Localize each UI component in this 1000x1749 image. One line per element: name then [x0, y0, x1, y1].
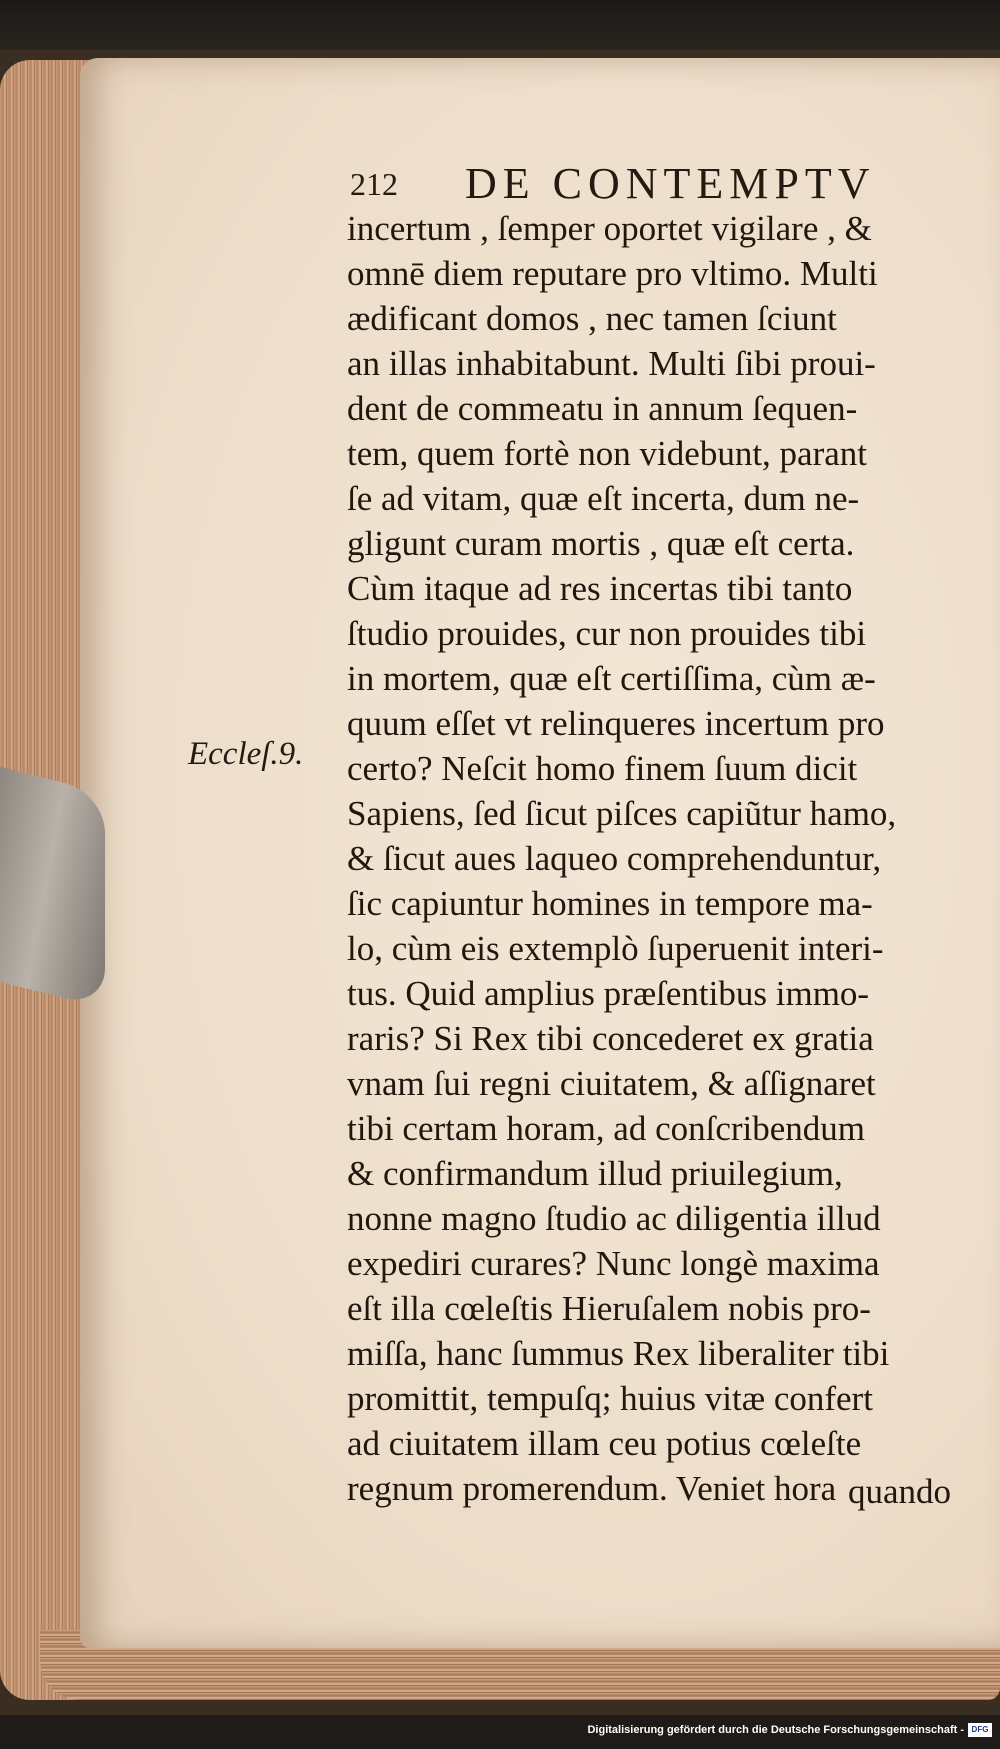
funding-credit: Digitalisierung gefördert durch die Deutsche Forschungsgemeinschaft - [587, 1724, 964, 1736]
text-line: regnum promerendum. Veniet hora [347, 1469, 837, 1508]
text-line: & ſicut aues laqueo comprehenduntur, [347, 839, 882, 878]
text-line: an illas inhabitabunt. Multi ſibi proui- [347, 344, 876, 383]
text-line: vnam ſui regni ciuitatem, & aſſignaret [347, 1064, 876, 1103]
text-line: ſtudio prouides, cur non prouides tibi [347, 614, 867, 653]
text-line: lo, cùm eis extemplò ſuperuenit interi- [347, 929, 884, 968]
text-line: Sapiens, ſed ſicut piſces capiũtur hamo, [347, 794, 897, 833]
dfg-logo-icon: DFG [968, 1723, 992, 1737]
text-line: in mortem, quæ eſt certiſſima, cùm æ- [347, 659, 876, 698]
text-line: ædificant domos , nec tamen ſciunt [347, 299, 837, 338]
page-clip [0, 767, 105, 1008]
text-line: miſſa, hanc ſummus Rex liberaliter tibi [347, 1334, 890, 1373]
margin-note: Eccleſ.9. [188, 736, 304, 772]
text-line: quum eſſet vt relinqueres incertum pro [347, 704, 885, 743]
running-title: DE CONTEMPTV [465, 159, 876, 208]
text-line: nonne magno ſtudio ac diligentia illud [347, 1199, 881, 1238]
page-number: 212 [350, 166, 398, 202]
page-header [350, 158, 910, 206]
footer-bar [0, 1715, 1000, 1749]
text-line: ad ciuitatem illam ceu potius cœleſte [347, 1424, 862, 1463]
text-line: & confirmandum illud priuilegium, [347, 1154, 843, 1193]
text-line: tus. Quid amplius præſentibus immo- [347, 974, 870, 1013]
text-line: ſe ad vitam, quæ eſt incerta, dum ne- [347, 479, 860, 518]
text-line: raris? Si Rex tibi concederet ex gratia [347, 1019, 874, 1058]
text-line: certo? Neſcit homo finem ſuum dicit [347, 749, 858, 788]
text-line: dent de commeatu in annum ſequen- [347, 389, 858, 428]
text-line: expediri curares? Nunc longè maxima [347, 1244, 880, 1283]
text-line: tibi certam horam, ad conſcribendum [347, 1109, 866, 1148]
text-line: gligunt curam mortis , quæ eſt certa. [347, 524, 855, 563]
text-line: ſic capiuntur homines in tempore ma- [347, 884, 873, 923]
text-block [347, 206, 987, 1511]
text-line: eſt illa cœleſtis Hieruſalem nobis pro- [347, 1289, 871, 1328]
text-line: Cùm itaque ad res incertas tibi tanto [347, 569, 853, 608]
text-line: tem, quem fortè non videbunt, parant [347, 434, 867, 473]
text-line: omnē diem reputare pro vltimo. Multi [347, 254, 878, 293]
text-line: incertum , ſemper oportet vigilare , & [347, 209, 872, 248]
catchword: quando [848, 1472, 952, 1511]
text-line: promittit, tempuſq; huius vitæ confert [347, 1379, 873, 1418]
